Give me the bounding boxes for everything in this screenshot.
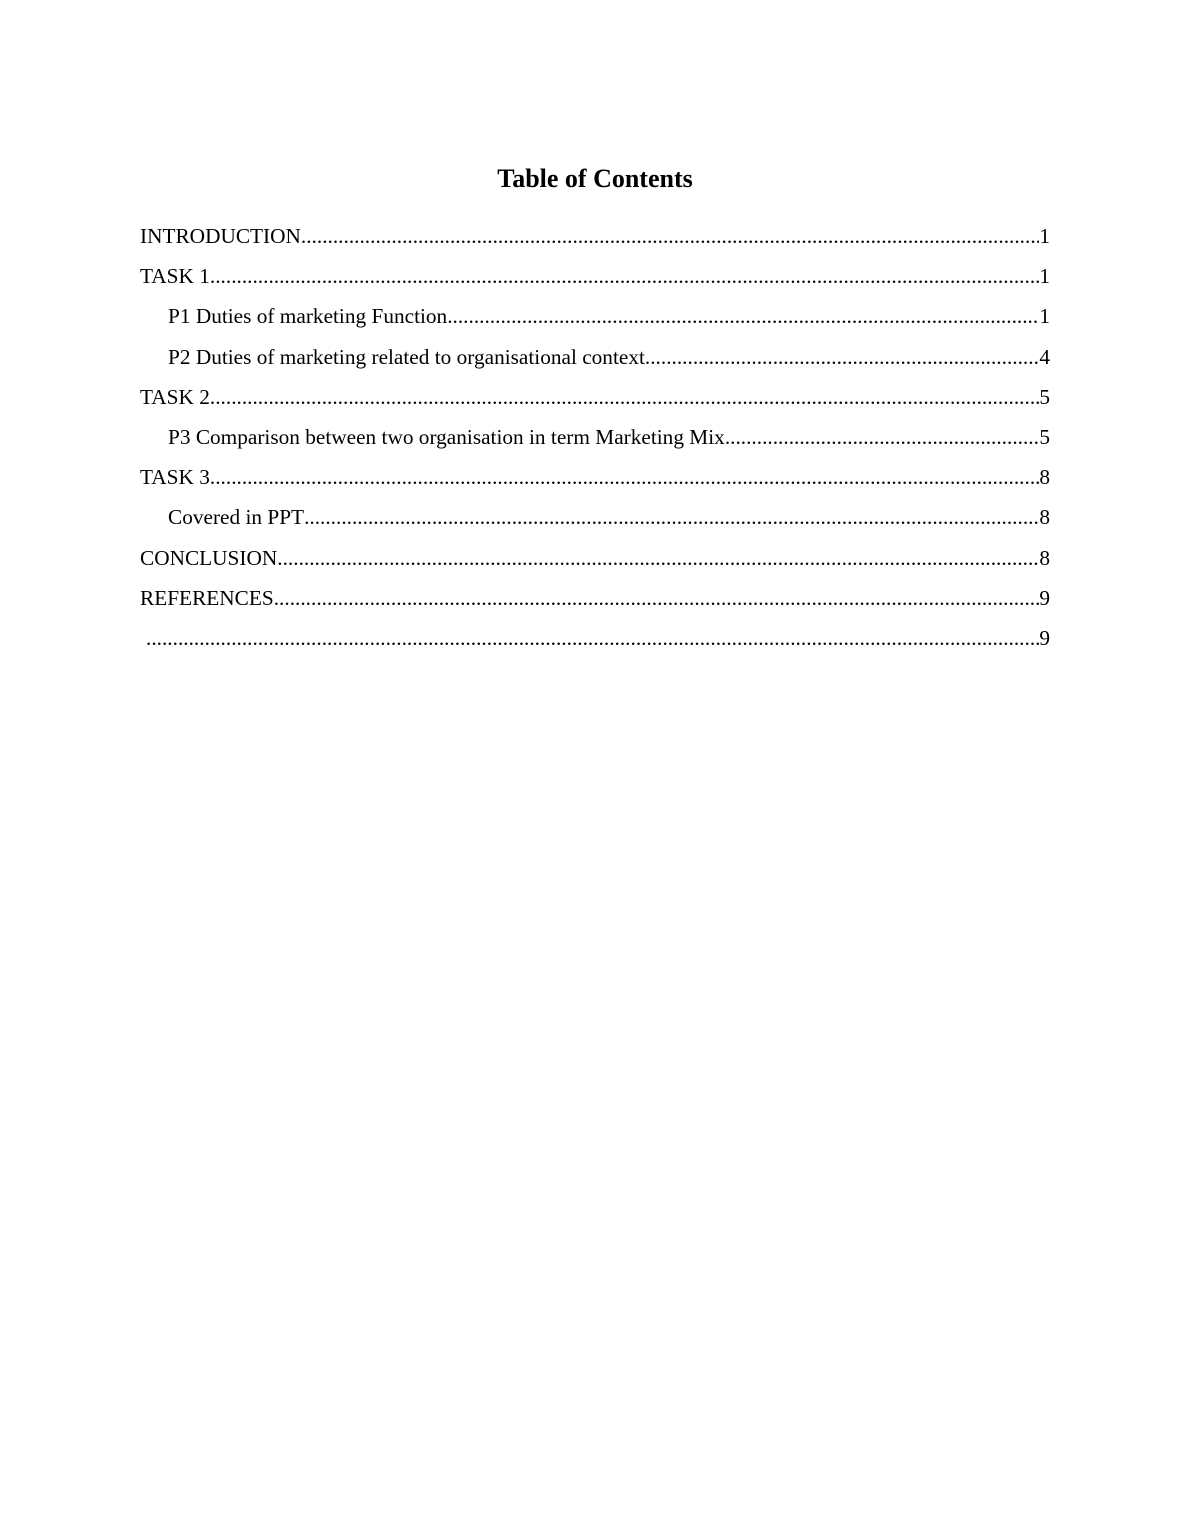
toc-title: Table of Contents	[497, 164, 693, 193]
toc-page-number: 8	[1039, 505, 1050, 530]
toc-entry-task-1[interactable]	[140, 258, 1050, 298]
toc-dot-leader	[447, 298, 1039, 334]
toc-dot-leader	[304, 499, 1039, 535]
toc-entry-label: TASK 1	[140, 264, 210, 289]
toc-entry-unlabeled[interactable]	[140, 620, 1050, 660]
toc-page-number: 4	[1039, 344, 1050, 369]
toc-dot-leader	[301, 218, 1039, 254]
toc-page-number: 8	[1039, 465, 1050, 490]
toc-page-number: 1	[1039, 264, 1050, 289]
toc-page-number: 9	[1039, 625, 1050, 650]
toc-entry-label: TASK 3	[140, 465, 210, 490]
toc-entry-p1[interactable]	[140, 298, 1050, 338]
toc-page-number: 9	[1039, 585, 1050, 610]
toc-entry-references[interactable]	[140, 580, 1050, 620]
toc-dot-leader	[274, 580, 1040, 616]
toc-entry-label: P2 Duties of marketing related to organisational context	[168, 344, 645, 369]
toc-page-number: 1	[1039, 224, 1050, 248]
toc-entry-label: TASK 2	[140, 384, 210, 409]
toc-dot-leader	[277, 540, 1039, 576]
toc-entry-introduction[interactable]	[140, 218, 1050, 258]
toc-page-number: 5	[1039, 424, 1050, 449]
toc-dot-leader	[210, 258, 1039, 294]
toc-list	[140, 218, 1050, 660]
toc-entry-p2[interactable]	[140, 339, 1050, 379]
toc-entry-task-3[interactable]	[140, 459, 1050, 499]
toc-entry-label: P3 Comparison between two organisation in term Marketing Mix	[168, 424, 725, 449]
toc-entry-label: REFERENCES	[140, 585, 274, 610]
toc-page-number: 5	[1039, 384, 1050, 409]
toc-entry-label: P1 Duties of marketing Function	[168, 304, 448, 329]
toc-entry-label: CONCLUSION	[140, 545, 278, 570]
toc-dot-leader	[645, 339, 1039, 375]
toc-entry-label: Covered in PPT	[168, 505, 305, 530]
toc-entry-p3[interactable]	[140, 419, 1050, 459]
toc-dot-leader	[725, 419, 1040, 455]
toc-page-number: 8	[1039, 545, 1050, 570]
toc-page-number: 1	[1039, 304, 1050, 329]
toc-dot-leader	[210, 379, 1039, 415]
toc-dot-leader	[210, 459, 1039, 495]
toc-entry-conclusion[interactable]	[140, 540, 1050, 580]
toc-entry-task-2[interactable]	[140, 379, 1050, 419]
toc-entry-label: INTRODUCTION	[140, 224, 301, 248]
toc-dot-leader	[146, 620, 1039, 656]
toc-entry-covered-in-ppt[interactable]	[140, 499, 1050, 539]
